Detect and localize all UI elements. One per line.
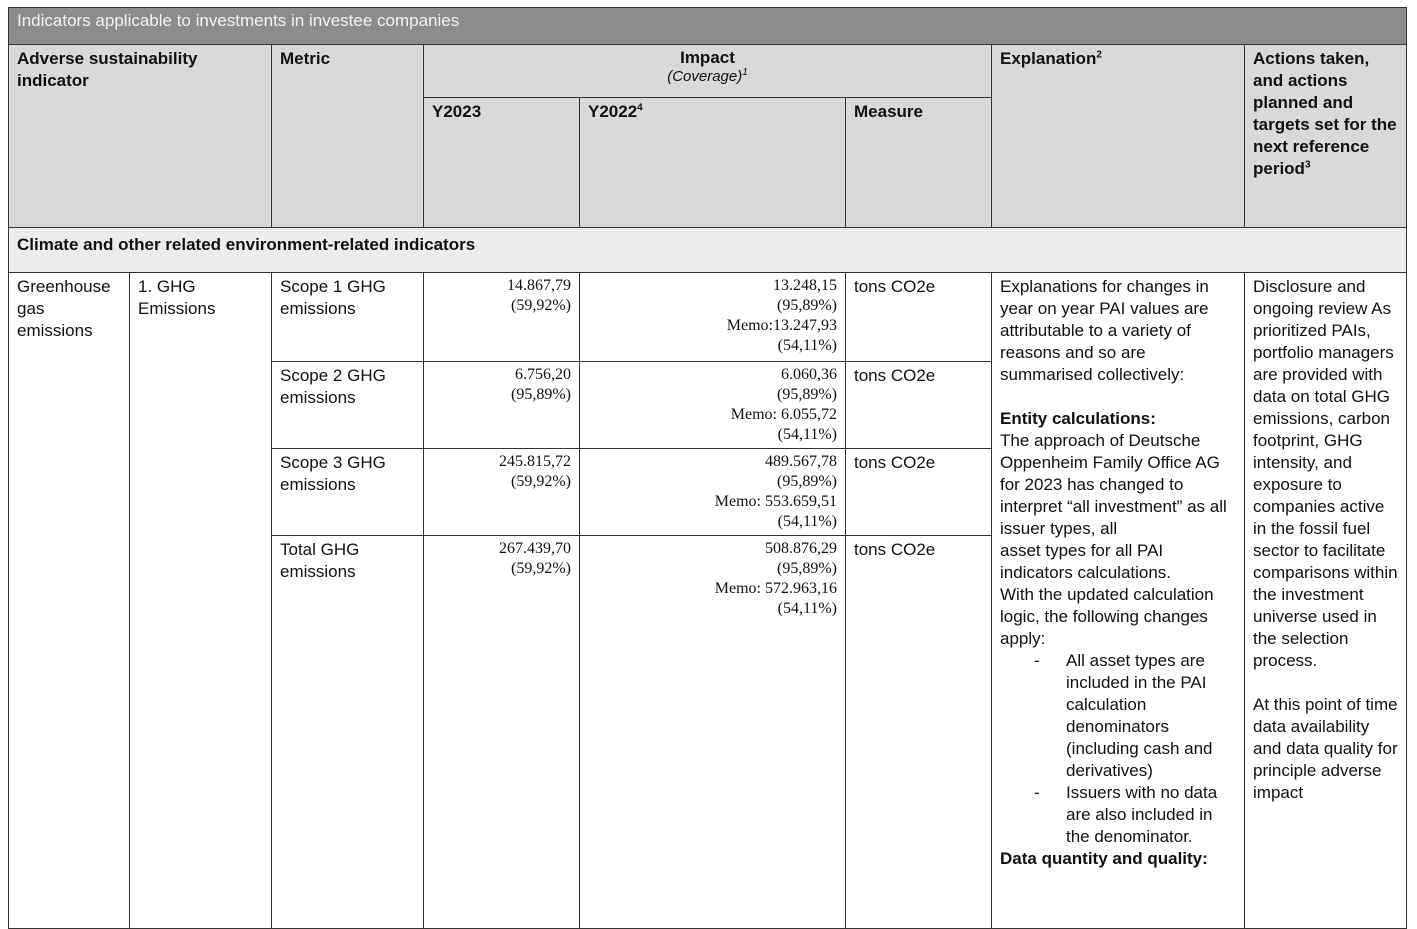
- explanation-intro: Explanations for changes in year on year PAI values are attributable to a variety of reasons and so are summarised collectively:: [1000, 277, 1209, 384]
- y2022-cell: 508.876,29 (95,89%) Memo: 572.963,16 (54,11%): [580, 536, 846, 929]
- actions-para-2: At this point of time data availability and data quality for principle adverse impact: [1253, 695, 1398, 802]
- metric-cell: Scope 1 GHG emissions: [272, 273, 424, 362]
- banner-row: [9, 8, 1407, 45]
- table-row: [9, 273, 1407, 362]
- metric-cell: Scope 2 GHG emissions: [272, 362, 424, 449]
- y2023-cell: 245.815,72 (59,92%): [424, 449, 580, 536]
- header-measure: Measure: [846, 97, 992, 227]
- indicator-cell: 1. GHG Emissions: [130, 273, 272, 929]
- metric-cell: Scope 3 GHG emissions: [272, 449, 424, 536]
- actions-cell: [1245, 273, 1407, 929]
- header-impact-label: Impact: [680, 48, 735, 67]
- entity-heading: Entity calculations:: [1000, 409, 1156, 428]
- entity-text: The approach of Deutsche Oppenheim Family Office AG for 2023 has changed to interpret “all investment” as all issuer types, all: [1000, 431, 1227, 538]
- data-heading: Data quantity and quality:: [1000, 849, 1208, 868]
- measure-cell: tons CO2e: [846, 449, 992, 536]
- category-cell: Greenhouse gas emissions: [9, 273, 130, 929]
- measure-cell: tons CO2e: [846, 536, 992, 929]
- header-row-1: [9, 45, 1407, 98]
- actions-para-1: Disclosure and ongoing review As prioritized PAIs, portfolio managers are provided with data on total GHG emissions, carbon footprint, GHG intensity, and exposure to companies active in the fossil fuel sector to facilitate comparisons within the investment universe used in the selection process.: [1253, 277, 1398, 670]
- y2022-cell: 13.248,15 (95,89%) Memo:13.247,93 (54,11%): [580, 273, 846, 362]
- banner-title: Indicators applicable to investments in investee companies: [9, 8, 1407, 45]
- list-item: - Issuers with no data are also included in the denominator.: [1034, 783, 1218, 846]
- explanation-bullets: [1000, 650, 1236, 848]
- y2023-cell: 267.439,70 (59,92%): [424, 536, 580, 929]
- explanation-cell: [992, 273, 1245, 929]
- y2022-cell: 489.567,78 (95,89%) Memo: 553.659,51 (54,11%): [580, 449, 846, 536]
- header-impact: [424, 45, 992, 98]
- header-coverage: (Coverage)$^1$: [667, 67, 748, 85]
- pai-table: [8, 7, 1407, 929]
- section-row: [9, 228, 1407, 273]
- header-explanation: Explanation$^2$: [992, 45, 1245, 228]
- header-y2022: Y2022$^4$: [580, 97, 846, 227]
- header-metric: Metric: [272, 45, 424, 228]
- measure-cell: tons CO2e: [846, 273, 992, 362]
- header-y2023: Y2023: [424, 97, 580, 227]
- section-title: Climate and other related environment-related indicators: [9, 228, 1407, 273]
- measure-cell: tons CO2e: [846, 362, 992, 449]
- pai-table-document: [8, 7, 1406, 889]
- list-item: - All asset types are included in the PAI calculation denominators (including cash and derivatives): [1034, 651, 1213, 780]
- y2023-cell: 14.867,79 (59,92%): [424, 273, 580, 362]
- metric-cell: Total GHG emissions: [272, 536, 424, 929]
- header-indicator: Adverse sustainability indicator: [9, 45, 272, 228]
- header-actions: Actions taken, and actions planned and targets set for the next reference period$^3$: [1245, 45, 1407, 228]
- y2023-cell: 6.756,20 (95,89%): [424, 362, 580, 449]
- y2022-cell: 6.060,36 (95,89%) Memo: 6.055,72 (54,11%): [580, 362, 846, 449]
- asset-text: asset types for all PAI indicators calculations.: [1000, 541, 1172, 582]
- logic-text: With the updated calculation logic, the following changes apply:: [1000, 585, 1214, 648]
